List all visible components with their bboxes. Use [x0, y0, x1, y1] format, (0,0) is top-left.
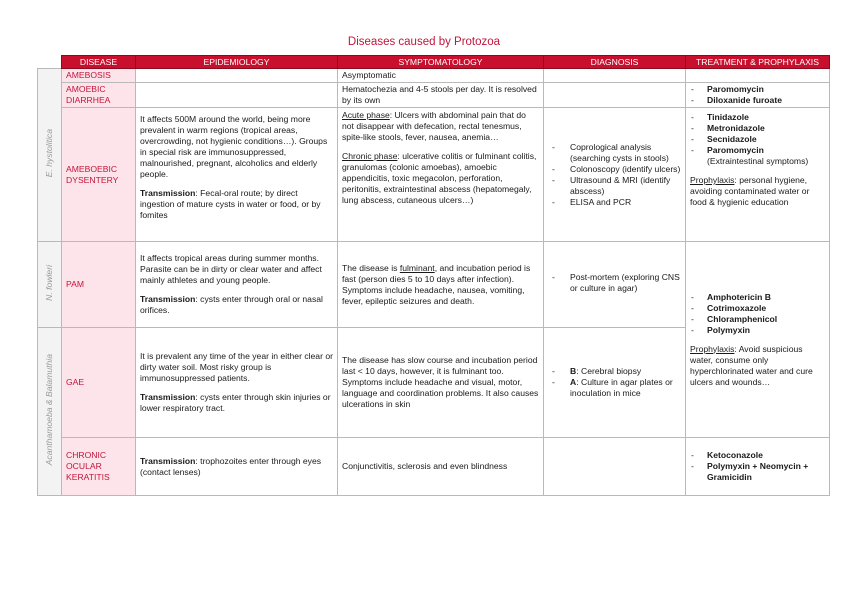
disease-dysentery: AMEBOEBIC DYSENTERY: [62, 108, 136, 242]
epi-dysentery: [136, 108, 338, 242]
diagnosis-keratitis: [544, 438, 686, 496]
transmission-text: Transmission: Fecal-oral route; by direct ingestion of mature cysts in water or food, or by fomites: [140, 188, 321, 220]
symptom-amoebic-diarrhea: Hematochezia and 4-5 stools per day. It is resolved by its own: [338, 83, 544, 108]
drug-item: - Diloxanide furoate: [690, 95, 825, 106]
drug-item: - Paromomycin: [690, 84, 825, 95]
disease-amoebic-diarrhea: AMOEBIC DIARRHEA: [62, 83, 136, 108]
epi-pam: [136, 242, 338, 328]
header-row: [38, 56, 830, 69]
diagnosis-gae: [544, 328, 686, 438]
organism-acanthamoeba: [38, 328, 62, 496]
symptom-pam: [338, 242, 544, 328]
transmission-text: Transmission: cysts enter through oral or nasal orifices.: [140, 294, 323, 315]
table-row-keratitis: [38, 438, 830, 496]
drug-item: - Ketoconazole: [690, 450, 825, 461]
acute-phase-text: Acute phase: Ulcers with abdominal pain that do not disappear with defecation, rectal tenesmus, spite-like stools, fever, nausea, anemia…: [342, 110, 526, 142]
table-row-amebosis: [38, 69, 830, 83]
drug-item: - Metronidazole: [690, 123, 825, 134]
treatment-amebosis: [686, 69, 830, 83]
organism-n-fowleri: [38, 242, 62, 328]
epi-amebosis: [136, 69, 338, 83]
diagnosis-item: - Ultrasound & MRI (identify abscess): [548, 175, 681, 197]
symptom-amebosis: Asymptomatic: [338, 69, 544, 83]
epi-keratitis: [136, 438, 338, 496]
organism-label-acanthamoeba: Acanthamoeba & Balamuthia: [44, 354, 54, 466]
header-symptomatology: SYMPTOMATOLOGY: [338, 56, 544, 69]
treatment-dysentery: [686, 108, 830, 242]
header-disease: DISEASE: [62, 56, 136, 69]
drug-item: - Cotrimoxazole: [690, 303, 825, 314]
transmission-text: Transmission: trophozoites enter through eyes (contact lenses): [140, 455, 322, 477]
epi-text: It is prevalent any time of the year in either clear or dirty water soil. Most risky group is immunosuppressed patients.: [140, 351, 333, 383]
diagnosis-item: - Coprological analysis (searching cysts in stools): [548, 142, 681, 164]
drug-item: - Polymyxin + Neomycin + Gramicidin: [690, 461, 825, 483]
protozoa-table: [37, 55, 830, 496]
epi-text: It affects tropical areas during summer months. Parasite can be in dirty or clear water and affect mainly athletes and young people.: [140, 253, 322, 285]
disease-keratitis: CHRONIC OCULAR KERATITIS: [62, 438, 136, 496]
diagnosis-item: - Colonoscopy (identify ulcers): [548, 164, 681, 175]
treatment-amoebic-diarrhea: [686, 83, 830, 108]
disease-pam: PAM: [62, 242, 136, 328]
symptom-dysentery: [338, 108, 544, 242]
organism-label-e-histolytica: E. hystolitica: [44, 129, 54, 178]
diagnosis-pam: [544, 242, 686, 328]
epi-gae: [136, 328, 338, 438]
diagnosis-dysentery: [544, 108, 686, 242]
diagnosis-item: - A: Culture in agar plates or inoculation in mice: [548, 377, 681, 399]
diagnosis-amoebic-diarrhea: [544, 83, 686, 108]
drug-item: - Amphotericin B: [690, 292, 825, 303]
disease-amebosis: AMEBOSIS: [62, 69, 136, 83]
page-title: Diseases caused by Protozoa: [347, 36, 501, 48]
disease-gae: GAE: [62, 328, 136, 438]
organism-label-n-fowleri: N. fowleri: [44, 265, 54, 301]
header-epidemiology: EPIDEMIOLOGY: [136, 56, 338, 69]
symptom-text: The disease is fulminant, and incubation period is fast (person dies 5 to 10 days after infection). Symptoms include headache, nausea, vomiting, fever, epileptic seizures and death.: [342, 262, 531, 306]
epi-amoebic-diarrhea: [136, 83, 338, 108]
chronic-phase-text: Chronic phase: ulcerative colitis or fulminant colitis, granulomas (colonic amoebas), amoebic appendicitis, toxic megacolon, perforation, peritonitis, extraintestinal abscess (hepatomegaly, lung abscess, cutaneous ulcers…): [342, 151, 537, 205]
drug-item: - Tinidazole: [690, 112, 825, 123]
diagnosis-amebosis: [544, 69, 686, 83]
drug-item: - Paromomycin (Extraintestinal symptoms): [690, 145, 825, 167]
symptom-keratitis: Conjunctivitis, sclerosis and even blindness: [338, 438, 544, 496]
prophylaxis-text: Prophylaxis: Avoid suspicious water, consume only hyperchlorinated water and cure ulcers and wounds…: [690, 343, 813, 387]
table-row-dysentery: [38, 108, 830, 242]
header-diagnosis: DIAGNOSIS: [544, 56, 686, 69]
treatment-keratitis: [686, 438, 830, 496]
transmission-text: Transmission: cysts enter through skin injuries or lower respiratory tract.: [140, 392, 331, 413]
drug-item: - Secnidazole: [690, 134, 825, 145]
epi-text: It affects 500M around the world, being more prevalent in warm regions (tropical areas, overcrowding, not hygienic conditions…). Groups in special risk are immunosuppressed, malnourished, pregnant, alcoholics and elderly people.: [140, 114, 328, 179]
treatment-pam-gae: [686, 242, 830, 438]
prophylaxis-text: Prophylaxis: personal hygiene, avoiding contaminated water or food & hygienic education: [690, 175, 810, 207]
header-treatment: TREATMENT & PROPHYLAXIS: [686, 56, 830, 69]
organism-e-histolytica: [38, 69, 62, 242]
table-row-pam: [38, 242, 830, 328]
symptom-gae: The disease has slow course and incubation period last < 10 days, however, it is fulminant too. Symptoms include headache and visual, motor, language and coordination problems. It also causes ulcerations in skin: [338, 328, 544, 438]
drug-item: - Polymyxin: [690, 325, 825, 336]
diagnosis-item: - ELISA and PCR: [548, 197, 681, 208]
diagnosis-item: - B: Cerebral biopsy: [548, 366, 681, 377]
drug-item: - Chloramphenicol: [690, 314, 825, 325]
diagnosis-item: - Post-mortem (exploring CNS or culture in agar): [548, 272, 681, 294]
table-row-amoebic-diarrhea: [38, 83, 830, 108]
header-blank: [38, 56, 62, 69]
